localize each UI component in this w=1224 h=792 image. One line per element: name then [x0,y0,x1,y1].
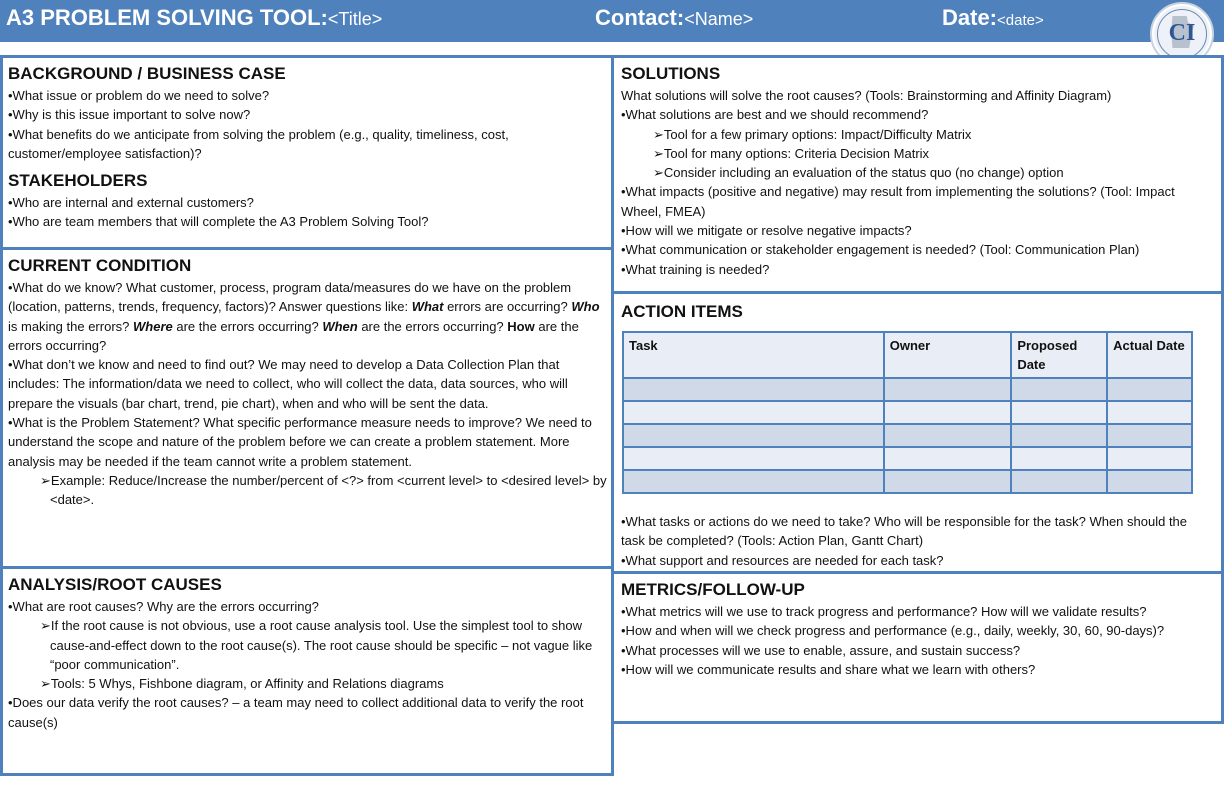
solutions-p1: What solutions will solve the root causes? (Tools: Brainstorming and Affinity Diagram) [621,88,1112,103]
analysis-p1: •What are root causes? Why are the errors occurring? [8,599,319,614]
task-cell[interactable] [623,424,884,447]
metrics-title: METRICS/FOLLOW-UP [621,580,805,599]
analysis-p4: •Does our data verify the root causes? – a team may need to collect additional data to verify the root cause(s) [8,695,584,730]
action-items-table [622,331,1193,494]
metrics-line: •What metrics will we use to track progress and performance? How will we validate results? [621,604,1147,619]
owner-cell[interactable] [884,401,1012,424]
solutions-p5: ➢Consider including an evaluation of the status quo (no change) option [653,165,1064,181]
table-header-row [623,332,1192,378]
proposed-date-cell[interactable] [1011,378,1107,401]
date-value[interactable]: <date> [997,12,1044,29]
analysis-section [0,566,614,776]
contact-group [595,5,753,31]
stakeholders-line: •Who are team members that will complete the A3 Problem Solving Tool? [8,214,429,230]
background-line: •Why is this issue important to solve now? [8,107,251,123]
actual-date-cell[interactable] [1107,378,1192,401]
current-condition-p2: •What don’t we know and need to find out? We may need to develop a Data Collection Plan that includes: The information/data we need to collect, who will collect the data, data sources, who will prepare the visuals (bar chart, trend, pie chart), when and who will be sent the data. [8,357,568,411]
header-bar [0,0,1224,42]
stakeholders-section [0,163,614,250]
solutions-p9: •What training is needed? [621,261,770,277]
title-value[interactable]: <Title> [327,9,383,29]
owner-cell[interactable] [884,447,1012,470]
solutions-section [611,55,1224,294]
actual-date-cell[interactable] [1107,447,1192,470]
title-label: A3 PROBLEM SOLVING TOOL: [6,5,328,30]
background-title: BACKGROUND / BUSINESS CASE [8,64,286,83]
actual-date-cell[interactable] [1107,401,1192,424]
proposed-date-cell[interactable] [1011,447,1107,470]
solutions-p8: •What communication or stakeholder engagement is needed? (Tool: Communication Plan) [621,242,1140,258]
contact-label: Contact: [595,5,685,30]
task-cell[interactable] [623,447,884,470]
task-cell[interactable] [623,401,884,424]
contact-value[interactable]: <Name> [684,9,754,29]
metrics-line: •How will we communicate results and share what we learn with others? [621,661,1036,677]
table-row [623,401,1192,424]
table-row [623,378,1192,401]
owner-cell[interactable] [884,424,1012,447]
action-items-title: ACTION ITEMS [621,302,743,321]
actual-date-cell[interactable] [1107,470,1192,493]
analysis-p3: ➢Tools: 5 Whys, Fishbone diagram, or Affinity and Relations diagrams [40,676,444,692]
column-header-actual-date: Actual Date [1107,332,1192,378]
solutions-p7: •How will we mitigate or resolve negative impacts? [621,223,912,239]
title-group [6,5,382,31]
proposed-date-cell[interactable] [1011,424,1107,447]
current-condition-p1: •What do we know? What customer, process, program data/measures do we have on the problem (location, patterns, trends, frequency, factors)? Answer questions like: What errors are occurring? Who is making the errors? Where are the errors occurring? When are the errors occurring? How are the errors occurring? [8,280,600,353]
current-condition-title: CURRENT CONDITION [8,256,192,275]
column-header-owner: Owner [884,332,1012,378]
analysis-p2: ➢If the root cause is not obvious, use a root cause analysis tool. Use the simplest tool to show cause-and-effect down to the root cause(s). The root cause should be specific – not vague like “poor communication”. [40,618,593,672]
task-cell[interactable] [623,378,884,401]
column-header-task: Task [623,332,884,378]
date-label: Date: [942,5,998,30]
background-line: •What benefits do we anticipate from solving the problem (e.g., quality, timeliness, cost, customer/employee satisfaction)? [8,126,509,161]
stakeholders-line: •Who are internal and external customers? [8,195,254,210]
current-condition-example: ➢Example: Reduce/Increase the number/percent of <?> from <current level> to <desired level> by <date>. [40,472,607,508]
solutions-p3: ➢Tool for a few primary options: Impact/Difficulty Matrix [653,126,972,142]
table-row [623,424,1192,447]
background-section [0,55,614,166]
owner-cell[interactable] [884,470,1012,493]
background-line: •What issue or problem do we need to solve? [8,88,270,103]
solutions-p4: ➢Tool for many options: Criteria Decision Matrix [653,145,930,161]
metrics-line: •What processes will we use to enable, assure, and sustain success? [621,642,1021,658]
stakeholders-title: STAKEHOLDERS [8,171,148,190]
owner-cell[interactable] [884,378,1012,401]
proposed-date-cell[interactable] [1011,470,1107,493]
actual-date-cell[interactable] [1107,424,1192,447]
logo-text: CI [1168,20,1196,46]
column-header-proposed-date: Proposed Date [1011,332,1107,378]
solutions-p2: •What solutions are best and we should recommend? [621,107,929,123]
current-condition-p3: •What is the Problem Statement? What specific performance measure needs to improve? We need to understand the scope and nature of the problem before we can create a problem statement. More analysis may be needed if the team cannot write a problem statement. [8,415,592,469]
action-items-section [611,291,1224,574]
table-row [623,447,1192,470]
table-row [623,470,1192,493]
solutions-p6: •What impacts (positive and negative) may result from implementing the solutions? (Tool: Impact Wheel, FMEA) [621,184,1175,219]
solutions-title: SOLUTIONS [621,64,721,83]
action-items-p2: •What support and resources are needed for each task? [621,552,944,568]
action-items-notes [621,512,1213,570]
action-items-p1: •What tasks or actions do we need to take? Who will be responsible for the task? When should the task be completed? (Tools: Action Plan, Gantt Chart) [621,514,1188,549]
date-group [942,5,1044,31]
task-cell[interactable] [623,470,884,493]
proposed-date-cell[interactable] [1011,401,1107,424]
metrics-section [611,571,1224,724]
analysis-title: ANALYSIS/ROOT CAUSES [8,575,222,594]
metrics-line: •How and when will we check progress and performance (e.g., daily, weekly, 30, 60, 90-days)? [621,623,1165,639]
current-condition-section [0,247,614,569]
